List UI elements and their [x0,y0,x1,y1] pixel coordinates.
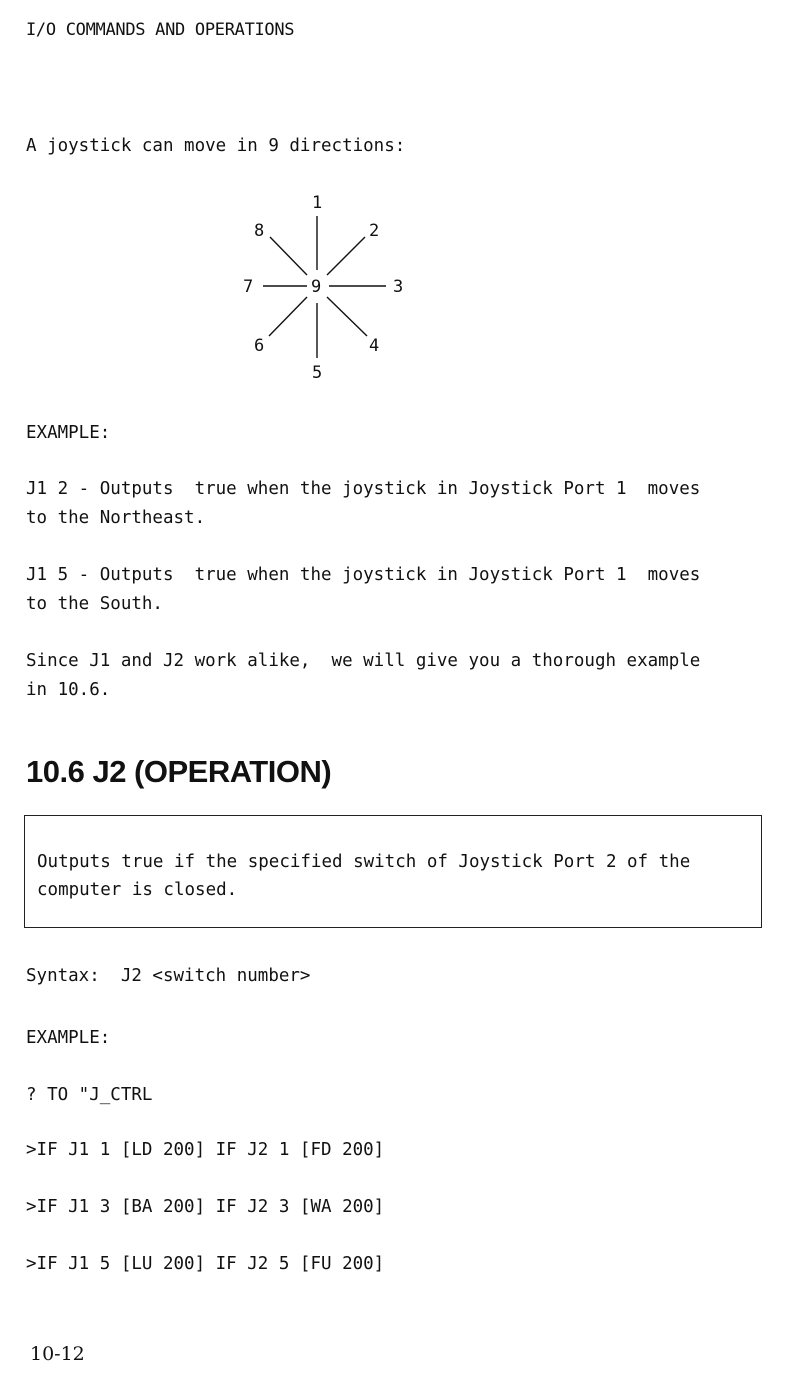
direction-label-2: 2 [369,221,380,241]
definition-line1: Outputs true if the specified switch of Joystick Port 2 of the [37,852,691,872]
line-northwest [270,237,307,275]
direction-label-7: 7 [243,277,254,297]
page-number: 10-12 [30,1343,85,1365]
line-southeast [327,297,367,336]
direction-label-4: 4 [369,336,380,356]
example-j1-5-line1: J1 5 - Outputs true when the joystick in Joystick Port 1 moves [26,565,701,585]
running-header: I/O COMMANDS AND OPERATIONS [26,20,295,40]
direction-label-5: 5 [312,363,323,383]
definition-line2: computer is closed. [37,880,238,900]
code-line-4: >IF J1 5 [LU 200] IF J2 5 [FU 200] [26,1254,385,1274]
line-northeast [327,237,365,275]
intro-text: A joystick can move in 9 directions: [26,136,406,156]
example-label: EXAMPLE: [26,423,111,443]
direction-label-3: 3 [393,277,404,297]
line-southwest [269,297,307,336]
example-j1-2-line2: to the Northeast. [26,508,206,528]
direction-label-6: 6 [254,336,265,356]
direction-label-1: 1 [312,193,323,213]
section-heading: 10.6 J2 (OPERATION) [26,754,332,789]
example-label-2: EXAMPLE: [26,1028,111,1048]
direction-label-8: 8 [254,221,265,241]
code-line-3: >IF J1 3 [BA 200] IF J2 3 [WA 200] [26,1197,385,1217]
note-line2: in 10.6. [26,680,111,700]
code-line-1: ? TO "J_CTRL [26,1085,153,1105]
direction-label-9: 9 [311,277,322,297]
joystick-direction-diagram [0,0,796,400]
note-line1: Since J1 and J2 work alike, we will give you a thorough example [26,651,701,671]
syntax-line: Syntax: J2 <switch number> [26,966,311,986]
example-j1-5-line2: to the South. [26,594,163,614]
example-j1-2-line1: J1 2 - Outputs true when the joystick in Joystick Port 1 moves [26,479,701,499]
definition-box [24,815,762,928]
code-line-2: >IF J1 1 [LD 200] IF J2 1 [FD 200] [26,1140,385,1160]
